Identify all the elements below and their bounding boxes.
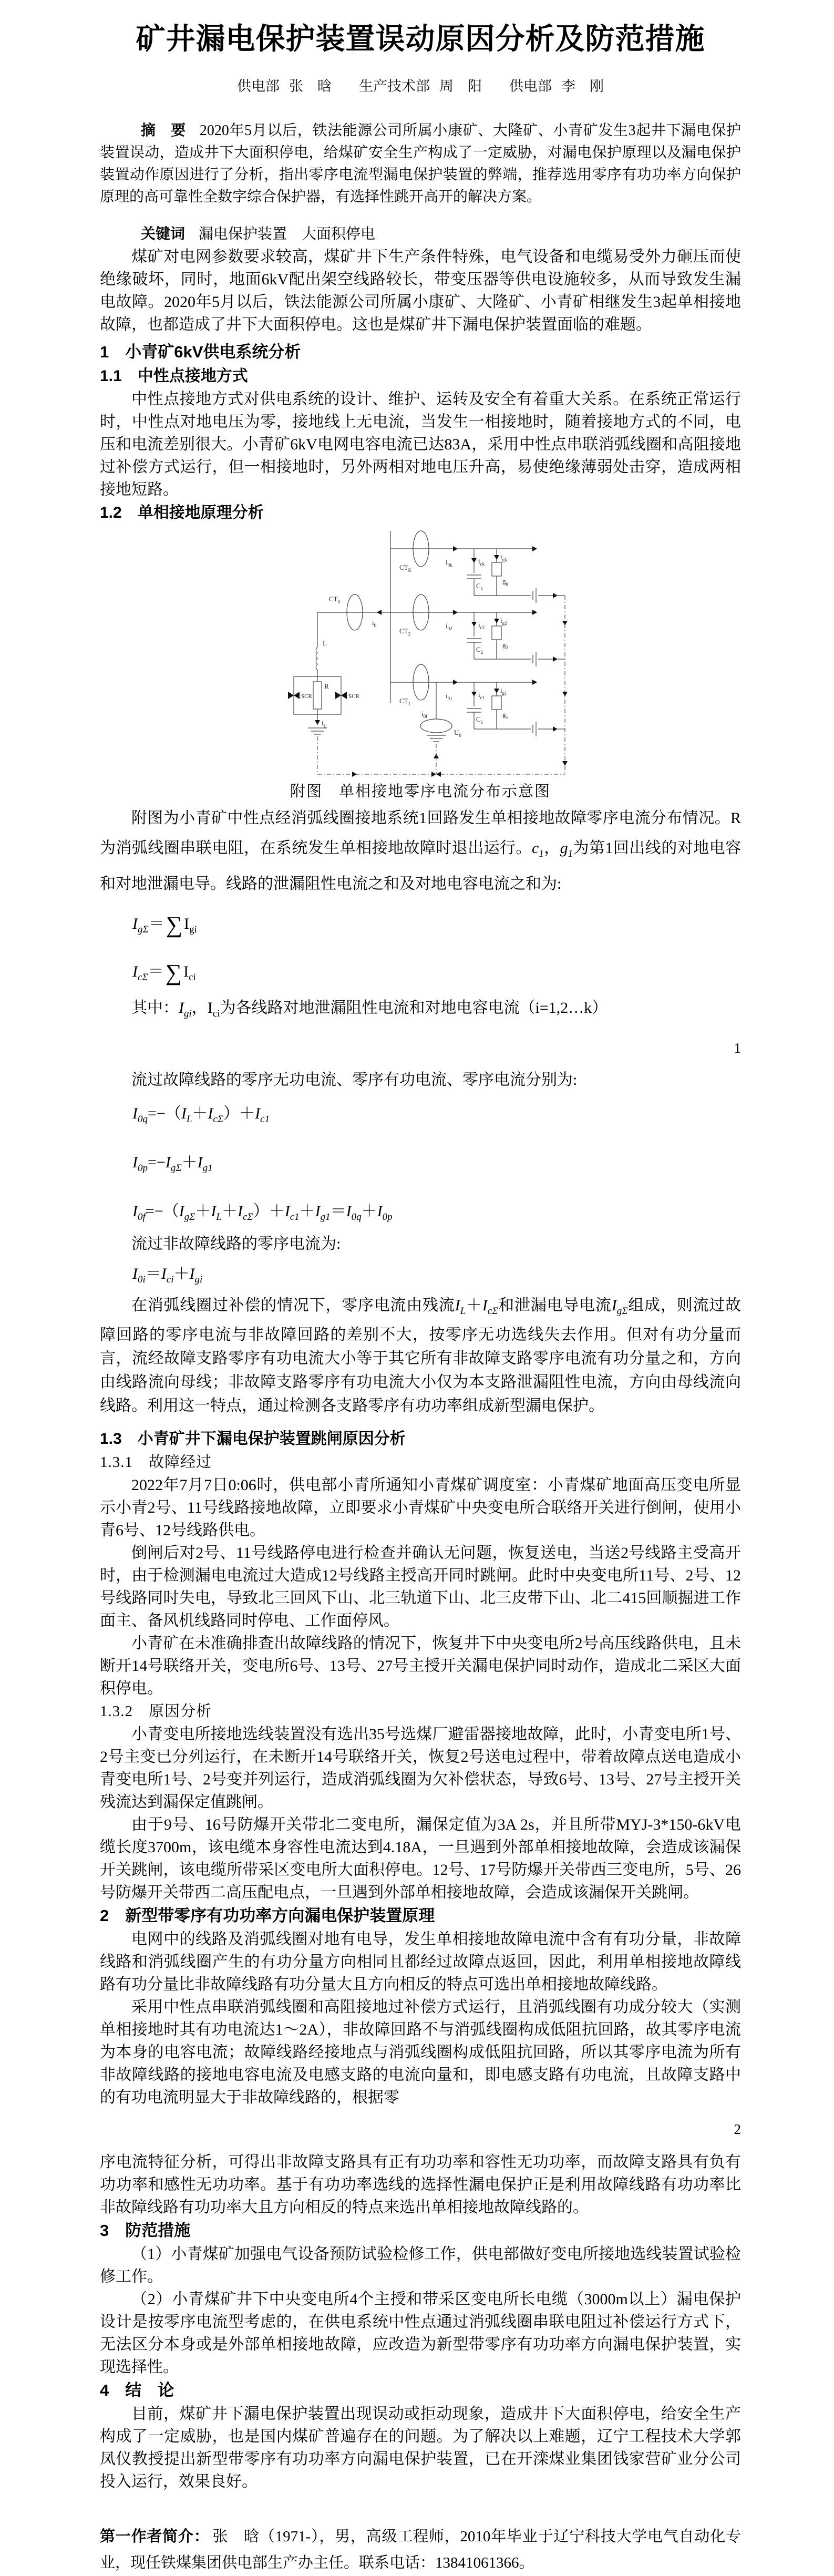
resistor-gk <box>492 562 501 576</box>
author-dept: 生产技术部 <box>359 78 430 94</box>
paragraph-principle-1: 电网中的线路及消弧线圈对地有电导，发生单相接地故障电流中含有有功分量，非故障线路和消弧线圈产生的有功分量方向相同且都经过故障点返回，因此，利用单相接地故障线路有功分量比非故障线路有功分量大且方向相反的特点可选出单相接地故障线路。 <box>100 1931 741 1993</box>
return-dashed-line <box>317 596 568 777</box>
author-dept: 供电部 <box>509 78 552 94</box>
svg-text:g1: $g_1$ <box>502 711 508 720</box>
author-dept: 供电部 <box>237 78 280 94</box>
svg-text:CT2: $CT_2$ <box>399 627 411 637</box>
keywords-label: 关键词 <box>141 225 186 242</box>
paragraph-overcompensation: 在消弧线圈过补偿的情况下，零序电流由残流$I_L+I_{c\Sigma}$和泄漏电导电流$I_{g\Sigma}$组成，则流过故障回路的零序电流与非故障回路的差别不大，按零序无功选线失去作用。但对有功分量而言，流经故障支路零序有功电流大小等于其它所有非故障支路零序电流有功分量之和，方向由线路流向母线；非故障支路零序有功电流大小仅为本支路泄漏阻性电流，方向由母线流向线路。利用这一特点，通过检测各支路零序有功功率组成新型漏电保护。 <box>100 1297 742 1414</box>
svg-text:i0: $i_0$ <box>372 619 377 628</box>
paragraph-principle-2a: 采用中性点串联消弧线圈和高阻接地过补偿方式运行，且消弧线圈有功成分较大（实测单相接地时其有功电流达1～2A），非故障回路不与消弧线圈构成低阻抗回路，故其零序电流为本身的电容电流；故障线路经接地点与消弧线圈构成低阻抗回路，所以其零序电流为所有非故障线路的接地电容电流及电感支路的电流向量和，即电感支路有功电流，且故障支路中的有功电流明显大于非故障线路的，根据零 <box>100 1998 741 2106</box>
page-number-1: 1 <box>734 1040 741 1056</box>
svg-text:U0: $U_0$ <box>454 728 461 738</box>
resistor-label: R <box>324 682 329 690</box>
svg-text:igk: $i_{gk}$ <box>500 553 507 562</box>
svg-text:ick: $i_{ck}$ <box>478 557 485 567</box>
paragraph-cause-1: 小青变电所接地选线装置没有选出35号选煤厂避雷器接地故障，此时，小青变电所1号、2号主变已分列运行，在未断开14号联络开关，恢复2号送电过程中，带着故障点送电造成小青变电所1号、2号变并列运行，造成消弧线圈为欠补偿状态，导致6号、13号、27号主授开关残流达到漏保定值跳闸。 <box>100 1726 741 1811</box>
author-name: 李 刚 <box>561 78 604 94</box>
author-bio <box>100 2523 741 2576</box>
author-name: 张 晗 <box>289 78 332 94</box>
paragraph-fault-intro: 流过故障线路的零序无功电流、零序有功电流、零序电流分别为: <box>131 1071 578 1089</box>
circuit-diagram <box>284 527 715 779</box>
svg-text:ic2: $i_{c2}$ <box>478 621 485 630</box>
scr-symbol <box>335 692 341 699</box>
svg-text:CTK: $CT_K$ <box>399 563 412 573</box>
paragraph-event-2: 倒闸后对2号、11号线路停电进行检查并确认无问题，恢复送电，当送2号线路主受高开时，由于检测漏电电流过大造成12号线路主授高开同时跳闸。此时中央变电所11号、2号、12号线路同时失电，导致北三回风下山、北三轨道下山、北三皮带下山、北二415回顺掘进工作面主、备风机线路同时停电、工作面停风。 <box>100 1544 741 1629</box>
fault-source-u0 <box>420 719 452 733</box>
svg-text:i0f: $i_{0f}$ <box>421 710 428 719</box>
paragraph-measure-2: （2）小青煤矿井下中央变电所4个主授和带采区变电所长电缆（3000m以上）漏电保护设计是按零序电流型考虑的，在供电系统中性点通过消弧线圈串联电阻过补偿运行方式下，无法区分本身或是外部单相接地故障，应改造为新型带零序有功功率方向漏电保护装置，实现选择性。 <box>100 2291 741 2376</box>
figure-caption: 附图 单相接地零序电流分布示意图 <box>290 783 551 800</box>
author-bio-text: 张 晗（1971-），男，高级工程师，2010年毕业于辽宁科技大学电气自动化专业，现任铁煤集团供电部生产办主任。联系电话：13841061366。 <box>100 2528 741 2571</box>
paragraph-event-1: 2022年7月7日0:06时，供电部小青所通知小青煤矿调度室：小青煤矿地面高压变电所显示小青2号、11号线路接地故障，立即要求小青煤矿中央变电所合联络开关进行倒闸，使用小青6号、12号线路供电。 <box>100 1476 741 1539</box>
formula-i0p: $I_{0p}=-I_{g\Sigma}+I_{g1}$ <box>132 1154 213 1174</box>
authors-line <box>100 75 741 95</box>
svg-text:i02: $i_{02}$ <box>446 622 452 631</box>
section-heading-1: 1 小青矿6kV供电系统分析 <box>100 343 301 361</box>
abstract <box>100 119 741 208</box>
resistor-g1 <box>492 696 501 710</box>
section-heading-2: 2 新型带零序有功功率方向漏电保护装置原理 <box>100 1906 435 1925</box>
feeder-k-circuit <box>390 531 565 603</box>
feeder-1-circuit <box>390 664 565 736</box>
formula-i0f: $I_{0f}=-(I_{g\Sigma}+I_L+I_{c\Sigma})+I_{c1}+I_{g1}=I_{0q}+I_{0p}$ <box>132 1203 393 1223</box>
paragraph-cause-2: 由于9号、16号防爆开关带北二变电所，漏保定值为3A 2s，并且所带MYJ-3*150-6kV电缆长度3700m，该电缆本身容性电流达到4.18A，一旦遇到外部单相接地故障，会造成该漏保开关跳闸，该电缆所带采区变电所大面积停电。12号、17号防爆开关带西三变电所，5号、26号防爆开关带西二高压配电点，一旦遇到外部单相接地故障，会造成该漏保开关跳闸。 <box>100 1816 741 1901</box>
svg-text:ig2: $i_{g2}$ <box>500 617 507 626</box>
abstract-text: 2020年5月以后，铁法能源公司所属小康矿、大隆矿、小青矿发生3起井下漏电保护装置误动，造成井下大面积停电，给煤矿安全生产构成了一定威胁，对漏电保护原理以及漏电保护装置动作原因进行了分析，指出零序电流型漏电保护装置的弊端，推荐选用零序有功功率方向保护原理的高可靠性全数字综合保护器，有选择性跳开高开的解决方案。 <box>100 122 741 205</box>
svg-text:i01: $i_{01}$ <box>446 692 452 701</box>
section-heading-1-2: 1.2 单相接地原理分析 <box>100 504 264 521</box>
resistor-g2 <box>492 626 501 640</box>
paragraph-measure-1: （1）小青煤矿加强电气设备预防试验检修工作，供电部做好变电所接地选线装置试验检修工作。 <box>100 2245 741 2285</box>
page-break-2 <box>100 2109 741 2151</box>
author-group <box>359 78 482 94</box>
formula-igsum: $I_{g\Sigma}=\sum$ $I_{gi}$ <box>132 912 197 938</box>
paragraph-where: 其中：$I_{gi}$，$I_{ci}$为各线路对地泄漏阻性电流和对地电容电流（i=1,2…k） <box>131 999 608 1019</box>
scr-label: SCR <box>301 693 312 700</box>
svg-text:C2: $C_2$ <box>476 645 483 655</box>
resistor-R <box>313 682 322 709</box>
svg-text:ig1: $i_{g1}$ <box>500 686 507 696</box>
paragraph-conclusion: 目前，煤矿井下漏电保护装置出现误动或拒动现象，造成井下大面积停电，给安全生产构成了一定威胁，也是国内煤矿普遍存在的问题。为了解决以上难题，辽宁工程技术大学郭凤仪教授提出新型带零序有功功率方向漏电保护装置，已在开滦煤业集团钱家营矿业分公司投入运行，效果良好。 <box>100 2405 741 2490</box>
svg-text:C1: $C_1$ <box>476 715 483 725</box>
page-title: 矿井漏电保护装置误动原因分析及防范措施 <box>136 22 705 55</box>
scr-symbol <box>288 692 294 699</box>
paragraph-intro: 煤矿对电网参数要求较高，煤矿井下生产条件特殊，电气设备和电缆易受外力砸压而使绝缘破坏，同时，地面6kV配出架空线路较长，带变压器等供电设施较多，从而导致发生漏电故障。2020年5月以后，铁法能源公司所属小康矿、大隆矿、小青矿相继发生3起单相接地故障，也都造成了井下大面积停电。这也是煤矿井下漏电保护装置面临的难题。 <box>100 248 741 333</box>
paragraph-event-3: 小青矿在未准确排查出故障线路的情况下，恢复井下中央变电所2号高压线路供电，且未断开14号联络开关，变电所6号、13号、27号主授开关漏电保护同时动作，造成北二采区大面积停电。 <box>100 1635 741 1697</box>
paragraph-nonfault-intro: 流过非故障线路的零序电流为: <box>131 1235 341 1253</box>
author-name: 周 阳 <box>439 78 482 94</box>
svg-text:Ck: $C_k$ <box>476 582 483 591</box>
section-heading-1-3: 1.3 小青矿井下漏电保护装置跳闸原因分析 <box>100 1430 406 1448</box>
section-heading-1-3-1: 1.3.1 故障经过 <box>100 1454 212 1471</box>
svg-text:CT0: $CT_0$ <box>329 595 341 604</box>
paragraph-principle-2b: 序电流特征分析，可得出非故障支路具有正有功功率和容性无功功率，而故障支路具有负有功功率和感性无功功率。基于有功功率选线的选择性漏电保护正是利用故障线路有功功率比非故障线路有功功率大且方向相反的特点来选出单相接地故障线路的。 <box>100 2153 741 2216</box>
section-heading-3: 3 防范措施 <box>100 2221 191 2240</box>
paragraph-figure-desc: 附图为小青矿中性点经消弧线圈接地系统1回路发生单相接地故障零序电流分布情况。R为消弧线圈串联电阻，在系统发生单相接地故障时退出运行。$c_1$，$g_1$为第1回出线的对地电容和对地泄漏电导。线路的泄漏阻性电流之和及对地电容电流之和为: <box>100 809 742 892</box>
scr-label: SCR <box>348 693 359 700</box>
svg-text:iL: $i_L$ <box>322 719 327 728</box>
arc-suppression-branch <box>288 594 382 774</box>
svg-text:i0k: $i_{0k}$ <box>446 558 452 568</box>
page-break-1 <box>100 1028 741 1069</box>
svg-text:gk: $g_k$ <box>502 577 508 587</box>
section-heading-4: 4 结 论 <box>100 2381 174 2399</box>
paragraph-neutral-grounding: 中性点接地方式对供电系统的设计、维护、运转及安全有着重大关系。在系统正常运行时，中性点对地电压为零，接地线上无电流，当发生一相接地时，随着接地方式的不同，电压和电流差别很大。小青矿6kV电网电容电流已达83A，采用中性点串联消弧线圈和高阻接地过补偿方式运行，但一相接地时，另外两相对地电压升高，易使绝缘薄弱处击穿，造成两相接地短路。 <box>100 391 741 498</box>
formula-i0i: $I_{0i}=I_{ci}+I_{gi}$ <box>132 1265 203 1285</box>
author-group <box>509 78 604 94</box>
arc-coil-L <box>316 647 317 670</box>
formula-icsum: $I_{c\Sigma}=\sum$ $I_{ci}$ <box>132 960 196 986</box>
keywords-text: 漏电保护装置 大面积停电 <box>199 226 376 242</box>
keywords <box>100 223 741 245</box>
fault-source-branch <box>420 682 461 774</box>
section-heading-1-1: 1.1 中性点接地方式 <box>100 367 248 385</box>
page-number-2: 2 <box>734 2121 741 2137</box>
svg-text:CT1: $CT_1$ <box>399 697 411 706</box>
svg-text:g2: $g_2$ <box>502 641 508 650</box>
author-group <box>237 78 332 94</box>
formula-i0q: $I_{0q}=-(I_L+I_{c\Sigma})+I_{c1}$ <box>132 1105 270 1125</box>
author-bio-label: 第一作者简介： <box>100 2528 210 2545</box>
svg-text:ic1: $i_{c1}$ <box>478 691 485 700</box>
figure-block <box>100 527 741 803</box>
section-heading-1-3-2: 1.3.2 原因分析 <box>100 1703 212 1720</box>
coil-label: L <box>323 639 327 647</box>
abstract-label: 摘 要 <box>141 122 186 138</box>
